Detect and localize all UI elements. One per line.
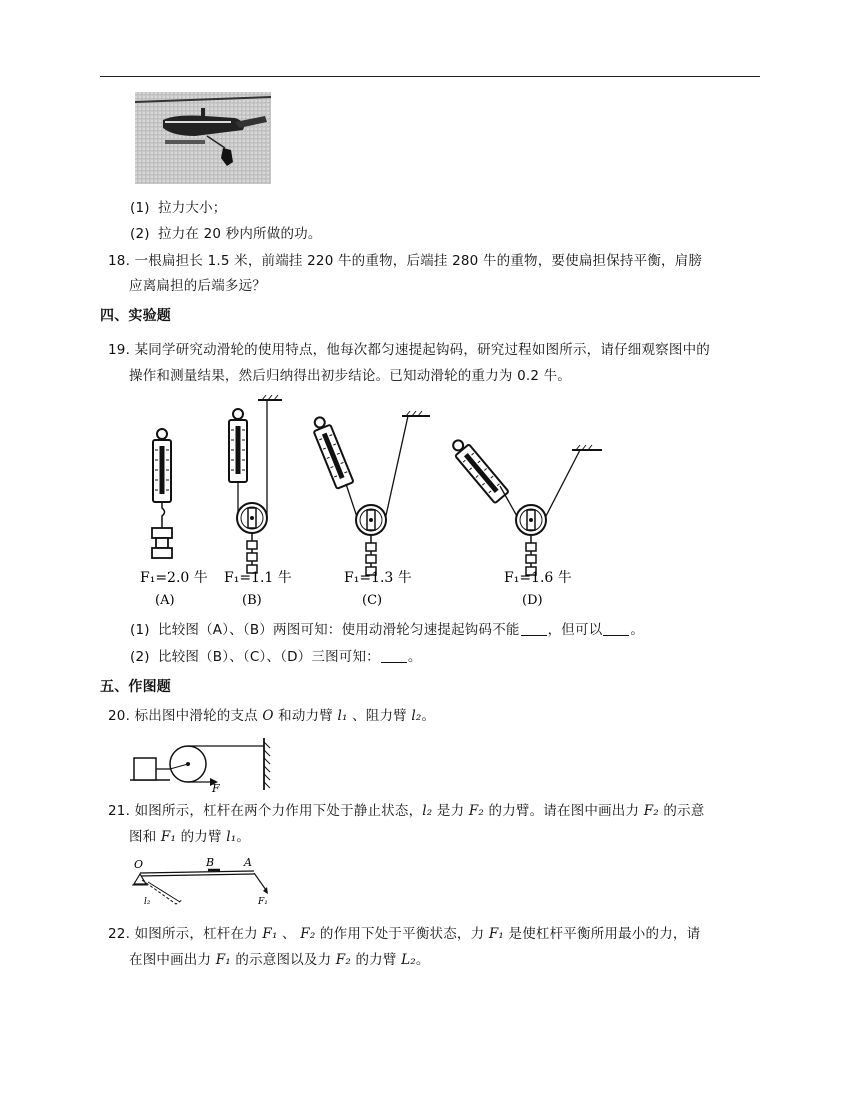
figure-b — [229, 395, 282, 573]
q19-sub1: (1) 比较图（A）、（B）两图可知：使用动滑轮匀速提起钩码不能 ，但可以 。 — [130, 622, 645, 638]
q22-line2: 在图中画出力 F₁ 的示意图以及力 F₂ 的力臂 L₂。 — [129, 952, 430, 968]
helicopter-photo — [135, 92, 271, 184]
figure-a-force-label: F₁=2.0 牛 — [140, 570, 208, 586]
figure-c-tag: (C) — [362, 593, 383, 608]
header-rule — [100, 76, 760, 77]
q18-line2: 应离扁担的后端多远？ — [129, 278, 266, 294]
q19-line2: 操作和测量结果，然后归纳得出初步结论。已知动滑轮的重力为 0.2 牛。 — [129, 368, 572, 384]
figure-a-tag: (A) — [155, 593, 175, 608]
figure-d-force-label: F₁=1.6 牛 — [504, 570, 572, 586]
answer-blank-3[interactable] — [381, 648, 407, 663]
answer-blank-2[interactable] — [603, 621, 629, 636]
figure-d — [448, 436, 602, 575]
q19-sub2: (2) 比较图（B）、（C）、（D）三图可知： 。 — [130, 649, 422, 665]
q17-sub2: (2) 拉力在 20 秒内所做的功。 — [130, 226, 322, 242]
figure-c-force-label: F₁=1.3 牛 — [344, 570, 412, 586]
q17-sub1: (1) 拉力大小； — [130, 200, 227, 216]
q20-line: 20. 标出图中滑轮的支点 O 和动力臂 l₁ 、阻力臂 l₂。 — [108, 708, 436, 724]
q21-label-b: B — [206, 856, 215, 869]
q21-label-o: O — [134, 858, 144, 871]
figure-c — [310, 411, 430, 575]
figure-b-tag: (B) — [242, 593, 262, 608]
pulley-lever-figure — [130, 734, 280, 792]
figure-a — [152, 429, 172, 558]
q21-label-f1: F₁ — [258, 897, 268, 907]
q21-label-a: A — [244, 856, 252, 869]
q21-line2: 图和 F₁ 的力臂 l₁。 — [129, 829, 251, 845]
lever-figure — [130, 854, 280, 914]
q21-line1: 21. 如图所示，杠杆在两个力作用下处于静止状态，l₂ 是力 F₂ 的力臂。请在图中画出力 F₂ 的示意 — [108, 803, 705, 819]
figure-b-force-label: F₁=1.1 牛 — [224, 570, 292, 586]
q22-line1: 22. 如图所示，杠杆在力 F₁ 、 F₂ 的作用下处于平衡状态，力 F₁ 是使杠杆平衡所用最小的力，请 — [108, 926, 701, 942]
q21-label-l2: l₂ — [144, 897, 151, 907]
section-5-title: 五、作图题 — [100, 679, 171, 695]
pulley-experiment-figure — [140, 392, 620, 612]
figure-d-tag: (D) — [522, 593, 543, 608]
q18-line1: 18. 一根扁担长 1.5 米，前端挂 220 牛的重物，后端挂 280 牛的重物，要使扁担保持平衡，肩膀 — [108, 253, 703, 269]
section-4-title: 四、实验题 — [100, 308, 171, 324]
q19-line1: 19. 某同学研究动滑轮的使用特点，他每次都匀速提起钩码，研究过程如图所示，请仔细观察图中的 — [108, 342, 710, 358]
answer-blank-1[interactable] — [521, 621, 547, 636]
q20-force-label: F — [212, 782, 220, 792]
